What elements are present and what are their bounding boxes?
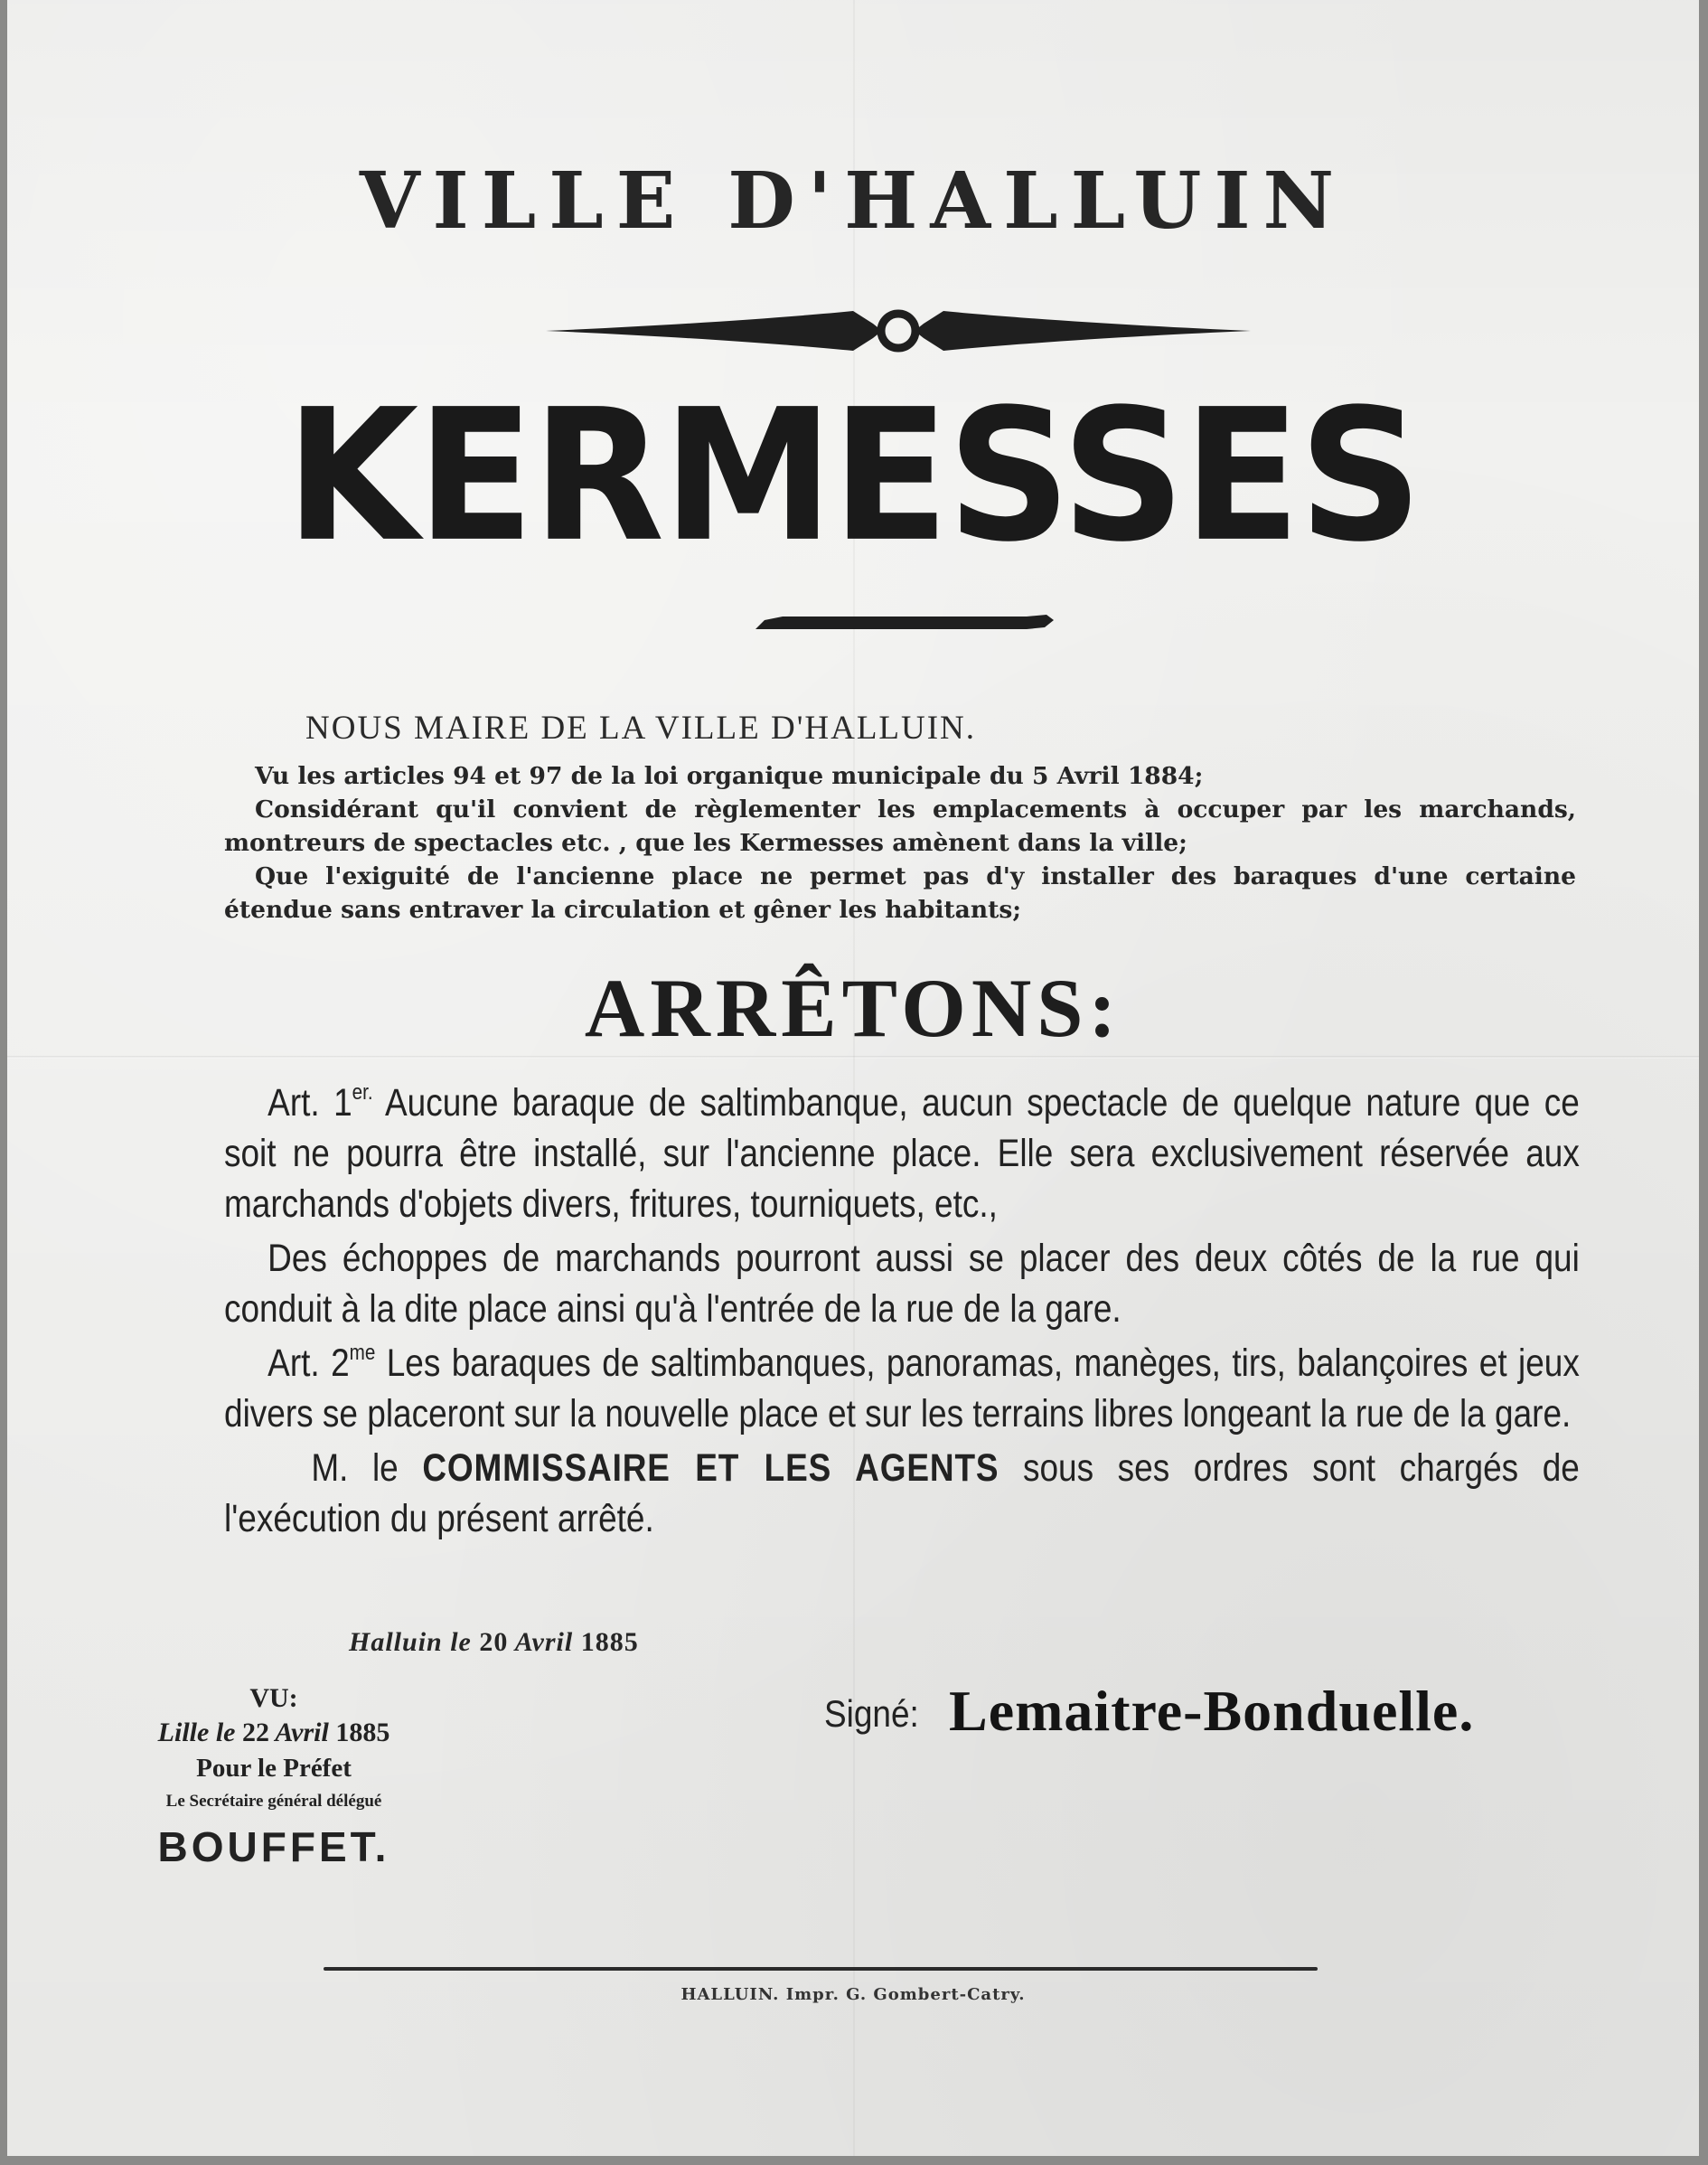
footer-rule	[324, 1967, 1318, 1971]
dateline	[349, 1627, 639, 1658]
visa-dateline	[116, 1716, 432, 1750]
decree-body	[224, 1078, 1580, 1548]
considerant-line: Que l'exiguité de l'ancienne place ne permet pas d'y installer des baraques d'une certaine étendue sans entraver la circulation et gêner les habitants;	[224, 862, 1576, 924]
printer-imprint: HALLUIN. Impr. G. Gombert-Catry.	[680, 1985, 1026, 2004]
considerant-line: Considérant qu'il convient de règlementer les emplacements à occuper par les marchands, montreurs de spectacles etc. , que les Kermesses amènent dans la ville;	[224, 795, 1576, 857]
town-heading: VILLE D'HALLUIN	[359, 155, 1347, 247]
commissaire-paragraph	[224, 1443, 1580, 1544]
article-1	[224, 1078, 1580, 1229]
article-2-text: Les baraques de saltimbanques, panoramas, manèges, tirs, balançoires et jeux divers se placeront sur la nouvelle place et sur les terrains libres longeant la rue de la gare.	[224, 1341, 1580, 1435]
commissaire-emphasis: COMMISSAIRE ET LES AGENTS	[422, 1446, 999, 1490]
dateline-year: 1885	[580, 1627, 639, 1657]
title-underline-rule	[755, 613, 1054, 633]
poster-title: KERMESSES	[286, 370, 1421, 582]
visa-month: Avril	[275, 1718, 329, 1747]
article-1-ordinal: er.	[352, 1080, 373, 1105]
prefect-visa-block	[116, 1681, 432, 1877]
arretons-heading: ARRÊTONS:	[584, 962, 1122, 1054]
visa-pour-prefet: Pour le Préfet	[196, 1754, 352, 1783]
visa-name: BOUFFET.	[157, 1823, 390, 1870]
article-1-label: Art. 1	[267, 1081, 352, 1125]
visa-title: VU:	[249, 1683, 298, 1713]
signed-label: Signé:	[824, 1692, 919, 1735]
visa-year: 1885	[335, 1718, 390, 1747]
article-2-label: Art. 2	[267, 1341, 350, 1385]
mayor-intro: NOUS MAIRE DE LA VILLE D'HALLUIN.	[305, 710, 977, 747]
dateline-day: 20	[479, 1627, 509, 1657]
mayor-signature: Lemaitre-Bonduelle.	[949, 1679, 1475, 1743]
visa-place: Lille le	[157, 1718, 236, 1747]
dateline-month: Avril	[514, 1627, 574, 1657]
commissaire-suffix: sous ses ordres sont chargés de l'exécution du présent arrêté.	[224, 1446, 1580, 1540]
visa-day: 22	[241, 1718, 269, 1747]
poster-sheet	[7, 0, 1699, 2156]
visa-secretaire: Le Secrétaire général délégué	[165, 1792, 382, 1811]
ornament-divider-icon	[546, 298, 1251, 363]
dateline-place: Halluin le	[349, 1627, 472, 1657]
considerant-line: Vu les articles 94 et 97 de la loi organique municipale du 5 Avril 1884;	[255, 762, 1204, 790]
commissaire-prefix: M. le	[311, 1446, 399, 1490]
echoppes-paragraph: Des échoppes de marchands pourront aussi se placer des deux côtés de la rue qui conduit à la dite place ainsi qu'à l'entrée de la rue de la gare.	[224, 1237, 1580, 1331]
article-2	[224, 1338, 1580, 1439]
article-1-text: Aucune baraque de saltimbanque, aucun spectacle de quelque nature que ce soit ne pourra être installé, sur l'ancienne place. Elle sera exclusivement réservée aux marchands d'objets divers, fritures, tourniquets, etc.,	[224, 1081, 1580, 1226]
considerants-block	[224, 759, 1576, 927]
article-2-ordinal: me	[349, 1341, 376, 1365]
